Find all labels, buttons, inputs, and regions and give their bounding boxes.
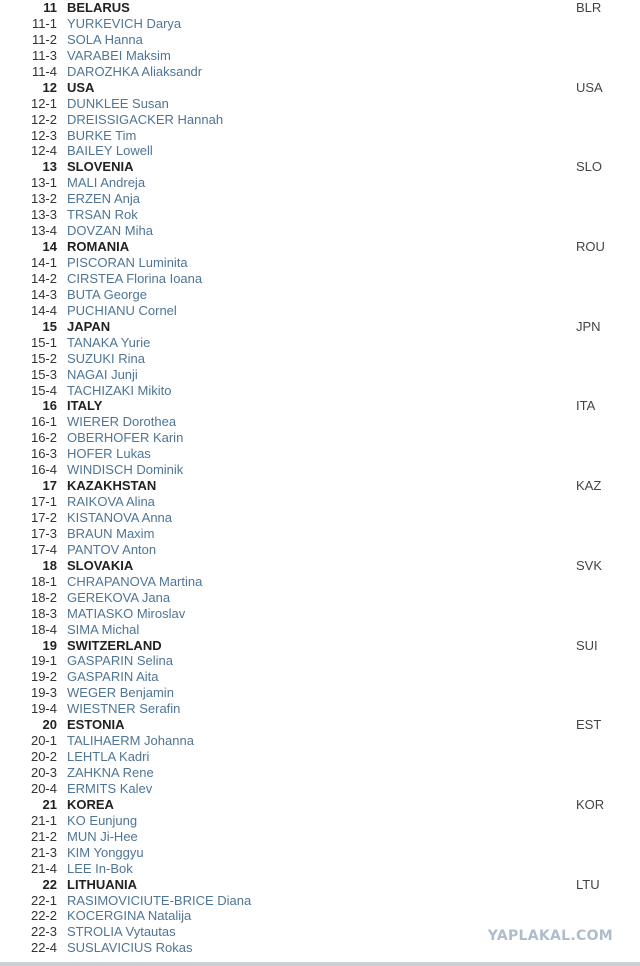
team-code: ROU xyxy=(576,239,605,255)
team-code: JPN xyxy=(576,318,601,334)
team-bib: 12 xyxy=(42,79,57,95)
athlete-row xyxy=(0,271,640,287)
athlete-name-link[interactable]: RASIMOVICIUTE-BRICE Diana xyxy=(67,892,252,908)
athlete-bib: 22-2 xyxy=(30,908,57,924)
athlete-row xyxy=(0,351,640,367)
team-code: USA xyxy=(576,79,603,95)
athlete-name-link[interactable]: BRAUN Maxim xyxy=(67,525,155,541)
athlete-name-link[interactable]: DREISSIGACKER Hannah xyxy=(67,111,224,127)
team-code: SUI xyxy=(576,637,598,653)
team-row xyxy=(0,717,640,733)
athlete-bib: 20-4 xyxy=(30,780,57,796)
athlete-bib: 21-1 xyxy=(30,812,57,828)
athlete-row xyxy=(0,685,640,701)
athlete-row xyxy=(0,542,640,558)
athlete-row xyxy=(0,494,640,510)
team-bib: 13 xyxy=(42,159,57,175)
athlete-bib: 17-4 xyxy=(30,541,57,557)
athlete-row xyxy=(0,813,640,829)
athlete-bib: 11-2 xyxy=(31,31,57,47)
athlete-bib: 11-3 xyxy=(31,47,57,63)
team-bib: 11 xyxy=(43,0,57,15)
athlete-name-link[interactable]: CHRAPANOVA Martina xyxy=(67,573,203,589)
team-code: ITA xyxy=(576,398,596,414)
team-code: KAZ xyxy=(576,478,602,494)
athlete-row xyxy=(0,861,640,877)
athlete-bib: 16-4 xyxy=(30,462,57,478)
team-name: SWITZERLAND xyxy=(67,637,162,653)
athlete-bib: 18-1 xyxy=(30,573,57,589)
athlete-bib: 16-3 xyxy=(30,446,57,462)
athlete-name-link[interactable]: GASPARIN Selina xyxy=(67,653,173,669)
team-row xyxy=(0,558,640,574)
athlete-bib: 22-1 xyxy=(30,892,57,908)
athlete-name-link[interactable]: KIM Yonggyu xyxy=(67,844,144,860)
watermark-logo: YAPLAKAL.COM xyxy=(487,928,613,944)
athlete-bib: 17-3 xyxy=(30,525,57,541)
athlete-bib: 17-2 xyxy=(30,510,57,525)
athlete-bib: 19-2 xyxy=(30,669,57,685)
athlete-bib: 13-3 xyxy=(30,207,57,223)
athlete-row xyxy=(0,48,640,64)
team-name: ROMANIA xyxy=(67,239,130,255)
athlete-row xyxy=(0,893,640,909)
athlete-bib: 16-1 xyxy=(30,414,57,430)
athlete-name-link[interactable]: MALI Andreja xyxy=(67,175,146,191)
athlete-name-link[interactable]: DOVZAN Miha xyxy=(67,223,153,239)
athlete-bib: 14-1 xyxy=(30,255,57,270)
athlete-row xyxy=(0,574,640,590)
athlete-bib: 11-1 xyxy=(31,15,57,31)
team-name: LITHUANIA xyxy=(67,876,138,892)
athlete-name-link[interactable]: KOCERGINA Natalija xyxy=(67,908,192,924)
athlete-row xyxy=(0,430,640,446)
athlete-name-link[interactable]: YURKEVICH Darya xyxy=(67,15,182,31)
athlete-row xyxy=(0,191,640,207)
team-bib: 22 xyxy=(42,876,57,892)
team-row xyxy=(0,478,640,494)
athlete-bib: 18-4 xyxy=(30,621,57,637)
team-name: ESTONIA xyxy=(67,717,125,733)
team-bib: 15 xyxy=(42,318,57,334)
athlete-row xyxy=(0,653,640,669)
athlete-row xyxy=(0,526,640,542)
team-bib: 14 xyxy=(42,239,57,255)
athlete-row xyxy=(0,112,640,128)
athlete-bib: 12-3 xyxy=(30,127,57,143)
athlete-bib: 12-4 xyxy=(30,143,57,159)
athlete-bib: 15-3 xyxy=(30,366,57,382)
athlete-name-link[interactable]: CIRSTEA Florina Ioana xyxy=(67,270,203,286)
team-code: EST xyxy=(576,717,602,733)
athlete-row xyxy=(0,510,640,526)
athlete-bib: 21-3 xyxy=(30,844,57,860)
athlete-row xyxy=(0,414,640,430)
team-bib: 20 xyxy=(42,717,57,733)
athlete-name-link[interactable]: NAGAI Junji xyxy=(67,366,138,382)
athlete-bib: 22-3 xyxy=(30,924,57,940)
athlete-name-link[interactable]: VARABEI Maksim xyxy=(67,47,171,63)
athlete-bib: 12-2 xyxy=(30,111,57,127)
team-bib: 19 xyxy=(42,637,57,653)
team-row xyxy=(0,319,640,335)
team-name: USA xyxy=(67,79,95,95)
athlete-name-link[interactable]: PUCHIANU Cornel xyxy=(67,302,177,318)
athlete-row xyxy=(0,622,640,638)
athlete-name-link[interactable]: LEHTLA Kadri xyxy=(67,749,150,765)
team-code: BLR xyxy=(576,0,602,15)
athlete-name-link[interactable]: SIMA Michal xyxy=(67,621,140,637)
team-row xyxy=(0,797,640,813)
team-bib: 18 xyxy=(42,557,57,573)
athlete-row xyxy=(0,128,640,144)
athlete-row xyxy=(0,207,640,223)
athlete-name-link[interactable]: TALIHAERM Johanna xyxy=(67,733,194,749)
athlete-name-link[interactable]: PANTOV Anton xyxy=(67,541,157,557)
athlete-bib: 15-1 xyxy=(30,334,57,350)
athlete-name-link[interactable]: RAIKOVA Alina xyxy=(67,494,155,510)
athlete-name-link[interactable]: BAILEY Lowell xyxy=(67,143,153,159)
athlete-row xyxy=(0,845,640,861)
athlete-row xyxy=(0,446,640,462)
athlete-row xyxy=(0,606,640,622)
athlete-name-link[interactable]: LEE In-Bok xyxy=(67,860,133,876)
athlete-row xyxy=(0,303,640,319)
athlete-name-link[interactable]: TRSAN Rok xyxy=(67,207,138,223)
athlete-bib: 18-3 xyxy=(30,605,57,621)
athlete-bib: 13-2 xyxy=(30,191,57,207)
athlete-row xyxy=(0,367,640,383)
athlete-bib: 13-4 xyxy=(30,223,57,239)
athlete-bib: 18-2 xyxy=(30,589,57,605)
athlete-row xyxy=(0,829,640,845)
athlete-bib: 21-4 xyxy=(30,860,57,876)
athlete-name-link[interactable]: BURKE Tim xyxy=(67,127,137,143)
athlete-row xyxy=(0,908,640,924)
athlete-name-link[interactable]: ZAHKNA Rene xyxy=(67,765,154,780)
athlete-name-link[interactable]: MATIASKO Miroslav xyxy=(67,605,186,621)
athlete-name-link[interactable]: BUTA George xyxy=(67,286,147,302)
athlete-row xyxy=(0,175,640,191)
athlete-row xyxy=(0,255,640,271)
athlete-name-link[interactable]: WINDISCH Dominik xyxy=(67,462,184,478)
athlete-bib: 19-1 xyxy=(30,653,57,669)
athlete-bib: 20-3 xyxy=(30,765,57,780)
athlete-name-link[interactable]: STROLIA Vytautas xyxy=(67,924,176,940)
team-row xyxy=(0,159,640,175)
bottom-bar xyxy=(0,962,640,966)
athlete-bib: 13-1 xyxy=(30,175,57,191)
team-name: JAPAN xyxy=(67,318,111,334)
athlete-bib: 16-2 xyxy=(30,430,57,446)
athlete-row xyxy=(0,669,640,685)
team-name: ITALY xyxy=(67,398,103,414)
athlete-name-link[interactable]: WIERER Dorothea xyxy=(67,414,177,430)
team-row xyxy=(0,80,640,96)
team-name: SLOVAKIA xyxy=(67,557,134,573)
athlete-name-link[interactable]: ERZEN Anja xyxy=(67,191,140,207)
athlete-bib: 11-4 xyxy=(31,63,57,79)
athlete-name-link[interactable]: HOFER Lukas xyxy=(67,446,151,462)
athlete-bib: 22-4 xyxy=(30,940,57,956)
athlete-row xyxy=(0,462,640,478)
athlete-name-link[interactable]: WEGER Benjamin xyxy=(67,685,174,701)
athlete-name-link[interactable]: ERMITS Kalev xyxy=(67,780,153,796)
team-code: KOR xyxy=(576,796,605,812)
athlete-name-link[interactable]: OBERHOFER Karin xyxy=(67,430,184,446)
team-name: SLOVENIA xyxy=(67,159,134,175)
athlete-row xyxy=(0,383,640,399)
athlete-bib: 15-4 xyxy=(30,382,57,398)
athlete-row xyxy=(0,781,640,797)
athlete-bib: 14-3 xyxy=(30,286,57,302)
athlete-name-link[interactable]: PISCORAN Luminita xyxy=(67,255,188,270)
athlete-row xyxy=(0,749,640,765)
athlete-bib: 14-4 xyxy=(30,302,57,318)
athlete-row xyxy=(0,16,640,32)
athlete-name-link[interactable]: SUZUKI Rina xyxy=(67,350,146,366)
athlete-bib: 20-1 xyxy=(30,733,57,749)
athlete-row xyxy=(0,143,640,159)
athlete-bib: 21-2 xyxy=(30,828,57,844)
athlete-bib: 15-2 xyxy=(30,350,57,366)
team-bib: 16 xyxy=(42,398,57,414)
athlete-row xyxy=(0,701,640,717)
athlete-bib: 19-3 xyxy=(30,685,57,701)
athlete-row xyxy=(0,765,640,781)
team-name: KAZAKHSTAN xyxy=(67,478,157,494)
athlete-name-link[interactable]: SUSLAVICIUS Rokas xyxy=(67,940,193,956)
team-bib: 21 xyxy=(42,796,57,812)
athlete-name-link[interactable]: MUN Ji-Hee xyxy=(67,828,138,844)
athlete-name-link[interactable]: TACHIZAKI Mikito xyxy=(67,382,172,398)
athlete-name-link[interactable]: KISTANOVA Anna xyxy=(67,510,173,525)
athlete-bib: 14-2 xyxy=(30,270,57,286)
team-row xyxy=(0,0,640,16)
athlete-bib: 17-1 xyxy=(30,494,57,510)
team-row xyxy=(0,398,640,414)
athlete-name-link[interactable]: TANAKA Yurie xyxy=(67,334,151,350)
team-code: LTU xyxy=(576,876,600,892)
athlete-name-link[interactable]: DAROZHKA Aliaksandr xyxy=(67,63,203,79)
athlete-row xyxy=(0,335,640,351)
athlete-bib: 19-4 xyxy=(30,701,57,717)
team-row xyxy=(0,638,640,654)
team-name: KOREA xyxy=(67,796,114,812)
athlete-row xyxy=(0,287,640,303)
team-code: SLO xyxy=(576,159,603,175)
athlete-name-link[interactable]: GEREKOVA Jana xyxy=(67,589,171,605)
team-code: SVK xyxy=(576,557,603,573)
athlete-name-link[interactable]: WIESTNER Serafin xyxy=(67,701,181,717)
athlete-bib: 20-2 xyxy=(30,749,57,765)
team-row xyxy=(0,877,640,893)
athlete-row xyxy=(0,64,640,80)
athlete-name-link[interactable]: GASPARIN Aita xyxy=(67,669,159,685)
athlete-name-link[interactable]: DUNKLEE Susan xyxy=(67,95,169,111)
athlete-row xyxy=(0,223,640,239)
athlete-name-link[interactable]: KO Eunjung xyxy=(67,812,138,828)
team-row xyxy=(0,239,640,255)
team-bib: 17 xyxy=(42,478,57,494)
team-name: BELARUS xyxy=(67,0,130,15)
athlete-name-link[interactable]: SOLA Hanna xyxy=(67,31,143,47)
athlete-row xyxy=(0,733,640,749)
athlete-row xyxy=(0,96,640,112)
athlete-bib: 12-1 xyxy=(30,95,57,111)
athlete-row xyxy=(0,590,640,606)
athlete-row xyxy=(0,32,640,48)
